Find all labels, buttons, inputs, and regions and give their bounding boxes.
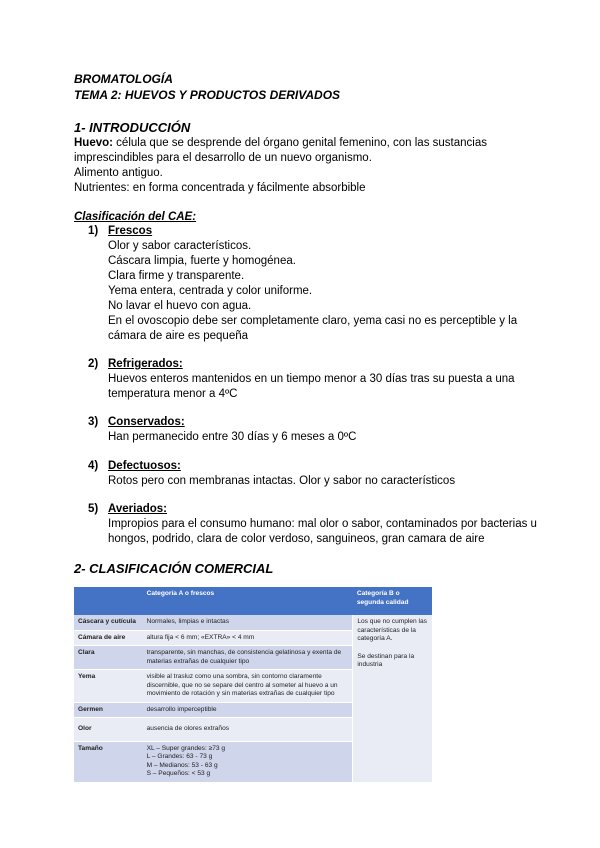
cat-5-name: Averiados: <box>108 503 168 515</box>
cat-2-name: Refrigerados: <box>108 358 183 370</box>
row-value: altura fija < 6 mm; «EXTRA» < 4 mm <box>143 630 353 646</box>
row-value: Normales, limpias e intactas <box>143 615 353 630</box>
commercial-classification-table <box>74 587 432 783</box>
table-header-cell <box>74 587 143 615</box>
cat-1-line: En el ovoscopio debe ser completamente claro, yema casi no es perceptible y la <box>108 315 518 327</box>
size-list <box>143 741 353 782</box>
row-label: Yema <box>74 670 143 703</box>
cat-2-line: Huevos enteros mantenidos en un tiempo menor a 30 días tras su puesta a una <box>108 373 515 385</box>
row-label: Cámara de aire <box>74 630 143 646</box>
cat-3-name: Conservados: <box>108 416 185 428</box>
topic-title: TEMA 2: HUEVOS Y PRODUCTOS DERIVADOS <box>74 88 341 102</box>
cat-1-line: cámara de aire es pequeña <box>108 330 249 342</box>
table-header-cell: Categoría A o frescos <box>143 587 353 615</box>
category-b-cell <box>353 615 432 782</box>
size-item: M – Medianos: 53 - 63 g <box>146 761 218 769</box>
size-item: XL – Super grandes: ≥73 g <box>146 744 226 752</box>
row-label: Olor <box>74 718 143 742</box>
row-label: Cáscara y cutícula <box>74 615 143 630</box>
size-item: L – Grandes: 63 - 73 g <box>146 753 213 760</box>
cat-4-name: Defectuosos: <box>108 460 181 472</box>
cat-1-line: Clara firme y transparente. <box>108 270 245 282</box>
cat-2-number: 2) <box>88 358 99 370</box>
cat-1-line: Yema entera, centrada y color uniforme. <box>108 285 313 297</box>
category-b-text: Se destinan para la industria <box>357 652 415 668</box>
size-item: S – Pequeños: < 53 g <box>146 770 211 777</box>
cat-1-line: Olor y sabor característicos. <box>108 240 252 252</box>
huevo-definition-cont: imprescindibles para el desarrollo de un nuevo organismo. <box>74 152 372 164</box>
row-value: ausencia de olores extraños <box>143 718 353 742</box>
cat-4-number: 4) <box>88 460 99 472</box>
cat-4-line: Rotos pero con membranas intactas. Olor y sabor no característicos <box>108 475 456 487</box>
cat-5-line: Impropios para el consumo humano: mal olor o sabor, contaminados por bacterias u <box>108 518 537 530</box>
cat-2-line: temperatura menor a 4ºC <box>108 388 238 400</box>
cat-1-name: Frescos <box>108 225 153 237</box>
table-row <box>74 615 432 630</box>
cat-1-line: Cáscara limpia, fuerte y homogénea. <box>108 255 296 267</box>
row-label: Tamaño <box>74 741 143 782</box>
intro-heading: 1- INTRODUCCIÓN <box>74 120 191 135</box>
table-header-cell: Categoría B o segunda calidad <box>353 587 432 615</box>
huevo-definition-text: célula que se desprende del órgano genital femenino, con las sustancias <box>112 137 487 149</box>
row-value: visible al trasluz como una sombra, sin contorno claramente discernible, que no se separe del centro al someter al huevo a un movimiento de rotación y sin materias extrañas de cualquier tipo <box>143 670 353 703</box>
subject-title: BROMATOLOGÍA <box>74 72 173 86</box>
cat-1-number: 1) <box>88 225 99 237</box>
cae-heading: Clasificación del CAE: <box>74 211 197 223</box>
row-label: Clara <box>74 646 143 670</box>
table-header-row <box>74 587 432 615</box>
huevo-term: Huevo: <box>74 137 113 149</box>
row-value: transparente, sin manchas, de consistencia gelatinosa y exenta de materias extrañas de cualquier tipo <box>143 646 353 670</box>
cat-3-number: 3) <box>88 416 99 428</box>
huevo-definition <box>74 136 487 151</box>
cat-1-line: No lavar el huevo con agua. <box>108 300 252 312</box>
alimento-line: Alimento antiguo. <box>74 167 163 179</box>
comercial-heading: 2- CLASIFICACIÓN COMERCIAL <box>74 561 274 576</box>
cat-3-line: Han permanecido entre 30 días y 6 meses a 0ºC <box>108 431 357 443</box>
cat-5-number: 5) <box>88 503 99 515</box>
category-b-text: Los que no cumplen las características de la categoría A. <box>357 618 427 642</box>
row-label: Germen <box>74 702 143 718</box>
cat-5-line: hongos, podrido, clara de color verdoso, sanguineos, gran camara de aire <box>108 533 485 545</box>
row-value: desarrollo imperceptible <box>143 702 353 718</box>
nutrientes-line: Nutrientes: en forma concentrada y fácilmente absorbible <box>74 182 366 194</box>
